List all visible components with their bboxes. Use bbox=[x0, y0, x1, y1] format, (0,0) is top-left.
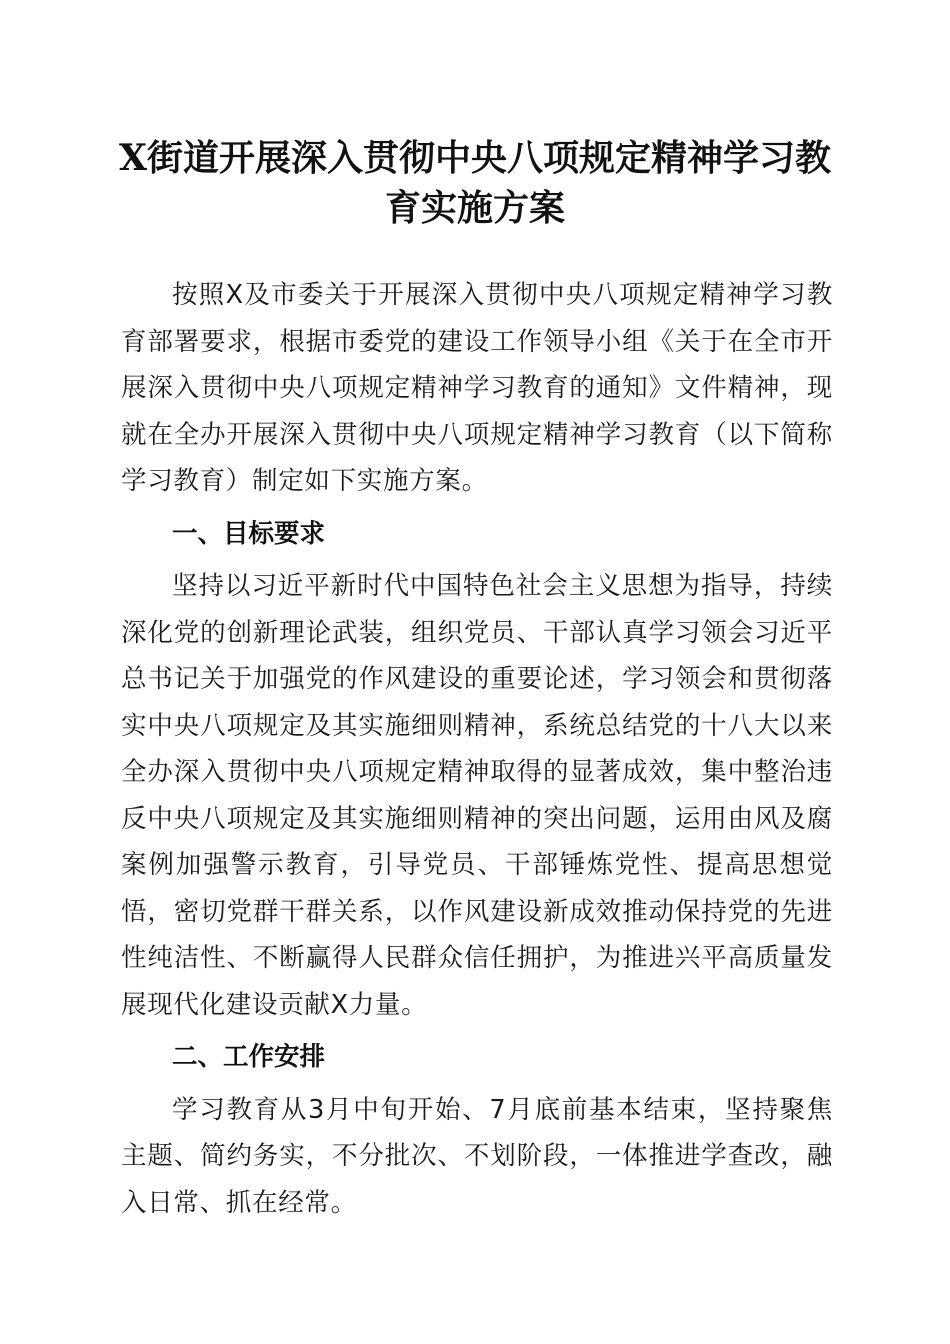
section-1-heading: 一、目标要求 bbox=[172, 518, 326, 549]
document-body bbox=[121, 272, 833, 1226]
document-title-line-2: 育实施方案 bbox=[384, 187, 565, 229]
section-1-paragraph: 坚持以习近平新时代中国特色社会主义思想为指导，持续深化党的创新理论武装，组织党员、干部认真学习领会习近平总书记关于加强党的作风建设的重要论述，学习领会和贯彻落实中央八项规定及其实施细则精神，系统总结党的十八大以来全办深入贯彻中央八项规定精神取得的显著成效，集中整治违反中央八项规定及其实施细则精神的突出问题，运用由风及腐案例加强警示教育，引导党员、干部锤炼党性、提高思想觉悟，密切党群干群关系，以作风建设新成效推动保持党的先进性纯洁性、不断赢得人民群众信任拥护，为推进兴平高质量发展现代化建设贡献X力量。 bbox=[121, 571, 833, 1020]
section-2-heading: 二、工作安排 bbox=[172, 1042, 326, 1072]
section-2-paragraph: 学习教育从3月中旬开始、7月底前基本结束，坚持聚焦主题、简约务实，不分批次、不划阶段，一体推进学查改，融入日常、抓在经常。 bbox=[121, 1094, 833, 1218]
intro-paragraph: 按照X及市委关于开展深入贯彻中央八项规定精神学习教育部署要求，根据市委党的建设工作领导小组《关于在全市开展深入贯彻中央八项规定精神学习教育的通知》文件精神，现就在全办开展深入贯彻中央八项规定精神学习教育（以下简称学习教育）制定如下实施方案。 bbox=[121, 280, 833, 496]
document-title-line-1: X街道开展深入贯彻中央八项规定精神学习教 bbox=[119, 137, 831, 179]
